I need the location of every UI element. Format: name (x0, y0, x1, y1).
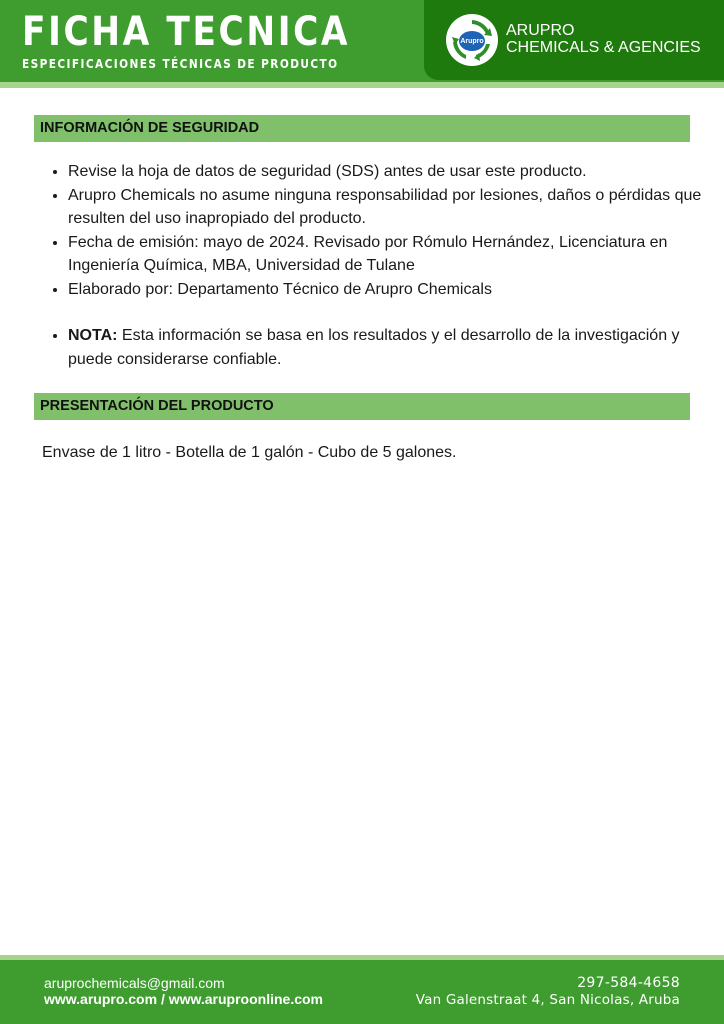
list-item: • Fecha de emisión: mayo de 2024. Revisado por Rómulo Hernández, Licenciatura en Ingeniería Química, MBA, Universidad de Tulane (68, 231, 718, 278)
footer (0, 960, 724, 1024)
note-text: Esta información se basa en los resultados y el desarrollo de la investigación y puede considerarse confiable. (68, 327, 680, 368)
section-bar-safety (34, 115, 690, 142)
brand-name-line2: CHEMICALS & AGENCIES (506, 39, 701, 56)
note-label: NOTA: (68, 327, 118, 344)
presentation-text: Envase de 1 litro - Botella de 1 galón - Cubo de 5 galones. (42, 444, 457, 461)
footer-email-link[interactable]: aruprochemicals@gmail.com (44, 975, 225, 991)
section-heading-safety: INFORMACIÓN DE SEGURIDAD (40, 120, 260, 136)
footer-address: Van Galenstraat 4, San Nicolas, Aruba (415, 992, 680, 1008)
section-heading-presentation: PRESENTACIÓN DEL PRODUCTO (40, 398, 274, 414)
page-title: FICHA TECNICA (22, 9, 351, 55)
list-item: • Arupro Chemicals no asume ninguna responsabilidad por lesiones, daños o pérdidas que resulten del uso inapropiado del producto. (68, 184, 718, 231)
footer-phone: 297-584-4658 (577, 975, 680, 991)
safety-bullet-list (46, 160, 718, 371)
brand-name (506, 22, 701, 56)
logo-text: Arupro (460, 38, 484, 45)
list-item: • Revise la hoja de datos de seguridad (SDS) antes de usar este producto. (68, 160, 718, 184)
list-item: • Elaborado por: Departamento Técnico de Arupro Chemicals (68, 278, 718, 302)
recycle-logo-icon (446, 14, 498, 66)
note-item (68, 324, 718, 371)
footer-website-links[interactable]: www.arupro.com / www.aruproonline.com (44, 991, 323, 1007)
page-subtitle: ESPECIFICACIONES TÉCNICAS DE PRODUCTO (22, 57, 339, 71)
header-stripe (0, 82, 724, 88)
brand-name-line1: ARUPRO (506, 22, 575, 39)
section-bar-presentation (34, 393, 690, 420)
